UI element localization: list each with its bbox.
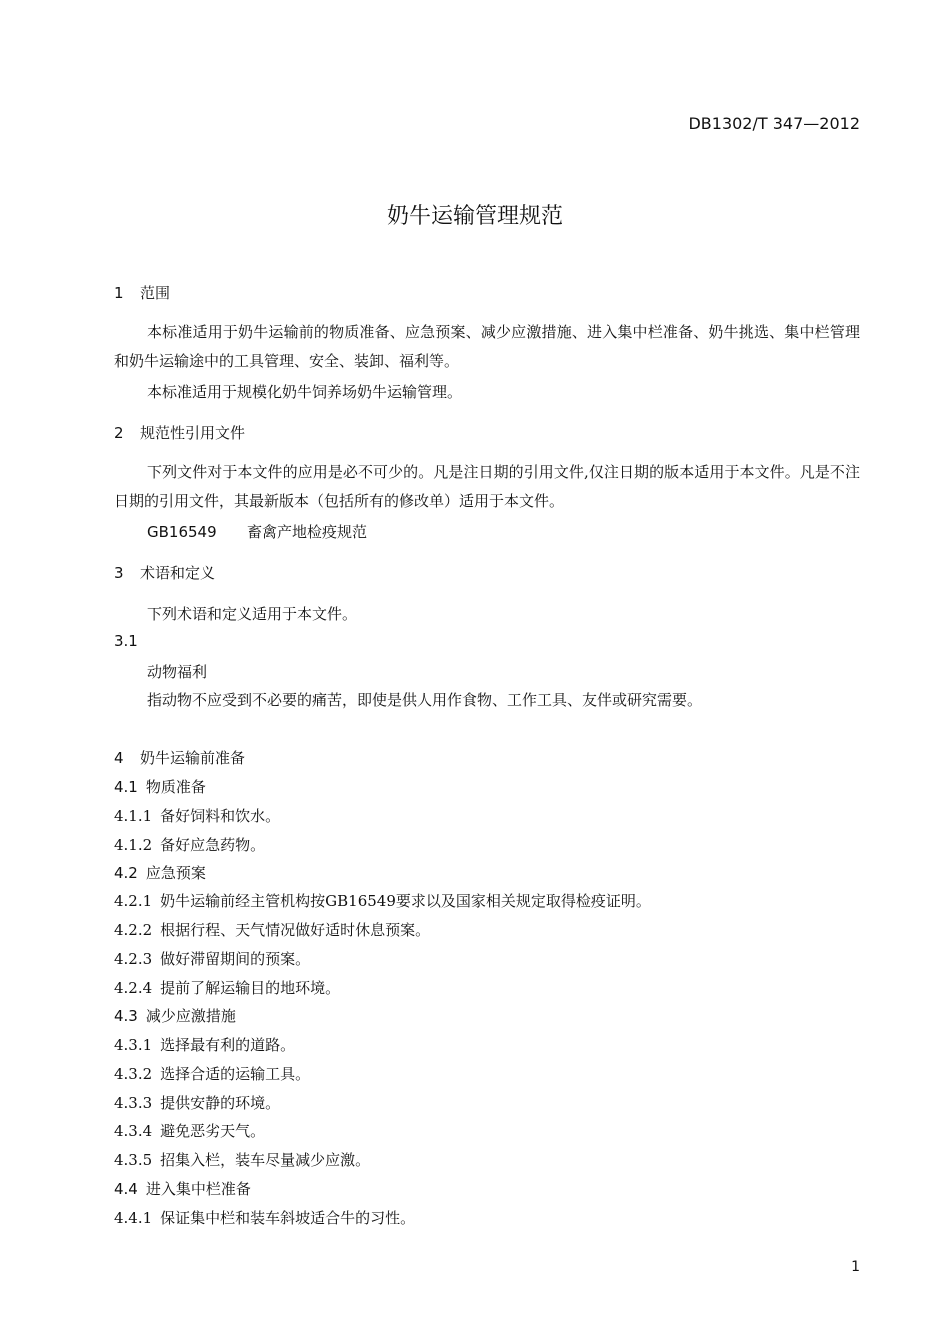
clause-number: 4.1.1	[114, 807, 153, 825]
clause-4-2-3	[114, 948, 310, 969]
section-3-heading	[114, 562, 215, 583]
section-1-paragraph-2: 本标准适用于规模化奶牛饲养场奶牛运输管理。	[147, 383, 463, 401]
clause-number: 4.2.1	[114, 892, 153, 910]
subsection-number: 4.2	[114, 864, 138, 882]
reference-title: 畜禽产地检疫规范	[247, 523, 368, 541]
clause-text: 备好饲料和饮水。	[160, 807, 281, 825]
clause-4-2-1	[114, 890, 651, 911]
standard-code: DB1302/T 347—2012	[688, 114, 860, 133]
term-name: 动物福利	[147, 663, 208, 681]
subsection-4-2-heading	[114, 862, 206, 883]
subsection-number: 4.4	[114, 1180, 138, 1198]
section-number: 1	[114, 284, 124, 302]
clause-text: 避免恶劣天气。	[160, 1122, 266, 1140]
subsection-title: 应急预案	[145, 864, 206, 882]
clause-number: 4.2.4	[114, 979, 153, 997]
clause-4-3-2	[114, 1063, 310, 1084]
clause-text: 根据行程、天气情况做好适时休息预案。	[160, 921, 431, 939]
clause-4-3-4	[114, 1120, 265, 1141]
section-1-heading	[114, 282, 170, 303]
clause-number: 4.4.1	[114, 1209, 153, 1227]
section-title: 规范性引用文件	[140, 424, 246, 442]
subsection-number: 4.1	[114, 778, 138, 796]
subsection-4-1-heading	[114, 776, 206, 797]
section-number: 4	[114, 749, 124, 767]
section-1-paragraph-1: 本标准适用于奶牛运输前的物质准备、应急预案、减少应激措施、进入集中栏准备、奶牛挑选、集中栏管理和奶牛运输途中的工具管理、安全、装卸、福利等。	[114, 323, 860, 370]
subsection-4-3-heading	[114, 1005, 236, 1026]
clause-text: 选择最有利的道路。	[160, 1036, 296, 1054]
clause-4-1-2	[114, 834, 265, 855]
clause-number: 4.2.3	[114, 950, 153, 968]
document-title: 奶牛运输管理规范	[386, 204, 563, 229]
clause-4-3-3	[114, 1092, 280, 1113]
clause-4-4-1	[114, 1207, 415, 1228]
clause-4-1-1	[114, 805, 280, 826]
reference-code: GB16549	[147, 523, 217, 541]
clause-text: 保证集中栏和装车斜坡适合牛的习性。	[160, 1209, 416, 1227]
clause-number: 4.3.4	[114, 1122, 153, 1140]
clause-number: 4.2.2	[114, 921, 153, 939]
clause-number: 4.3.5	[114, 1151, 153, 1169]
clause-number: 4.3.3	[114, 1094, 153, 1112]
clause-4-3-5	[114, 1149, 370, 1170]
clause-text: 提前了解运输目的地环境。	[160, 979, 341, 997]
normative-reference	[147, 521, 367, 542]
clause-text: 招集入栏，装车尽量减少应激。	[160, 1151, 371, 1169]
clause-number: 4.3.1	[114, 1036, 153, 1054]
clause-number: 4.1.2	[114, 836, 153, 854]
clause-text: 奶牛运输前经主管机构按GB16549要求以及国家相关规定取得检疫证明。	[160, 892, 651, 910]
clause-text: 提供安静的环境。	[160, 1094, 281, 1112]
clause-4-2-2	[114, 919, 430, 940]
clause-text: 备好应急药物。	[160, 836, 266, 854]
clause-text: 做好滞留期间的预案。	[160, 950, 311, 968]
subsection-title: 减少应激措施	[145, 1007, 236, 1025]
section-number: 2	[114, 424, 124, 442]
page-number: 1	[851, 1259, 860, 1275]
subsection-number: 4.3	[114, 1007, 138, 1025]
section-title: 术语和定义	[140, 564, 216, 582]
subsection-title: 物质准备	[145, 778, 206, 796]
subsection-4-4-heading	[114, 1178, 251, 1199]
term-number: 3.1	[114, 632, 138, 650]
clause-4-2-4	[114, 977, 340, 998]
section-title: 奶牛运输前准备	[140, 749, 246, 767]
term-definition: 指动物不应受到不必要的痛苦，即使是供人用作食物、工作工具、友伴或研究需要。	[147, 691, 703, 709]
clause-text: 选择合适的运输工具。	[160, 1065, 311, 1083]
section-4-heading	[114, 747, 245, 768]
section-title: 范围	[140, 284, 171, 302]
section-3-paragraph-1: 下列术语和定义适用于本文件。	[147, 605, 358, 623]
section-number: 3	[114, 564, 124, 582]
section-2-paragraph-1: 下列文件对于本文件的应用是必不可少的。凡是注日期的引用文件,仅注日期的版本适用于本文件。凡是不注日期的引用文件，其最新版本（包括所有的修改单）适用于本文件。	[114, 463, 860, 510]
clause-number: 4.3.2	[114, 1065, 153, 1083]
subsection-title: 进入集中栏准备	[145, 1180, 251, 1198]
section-2-heading	[114, 422, 245, 443]
clause-4-3-1	[114, 1034, 295, 1055]
